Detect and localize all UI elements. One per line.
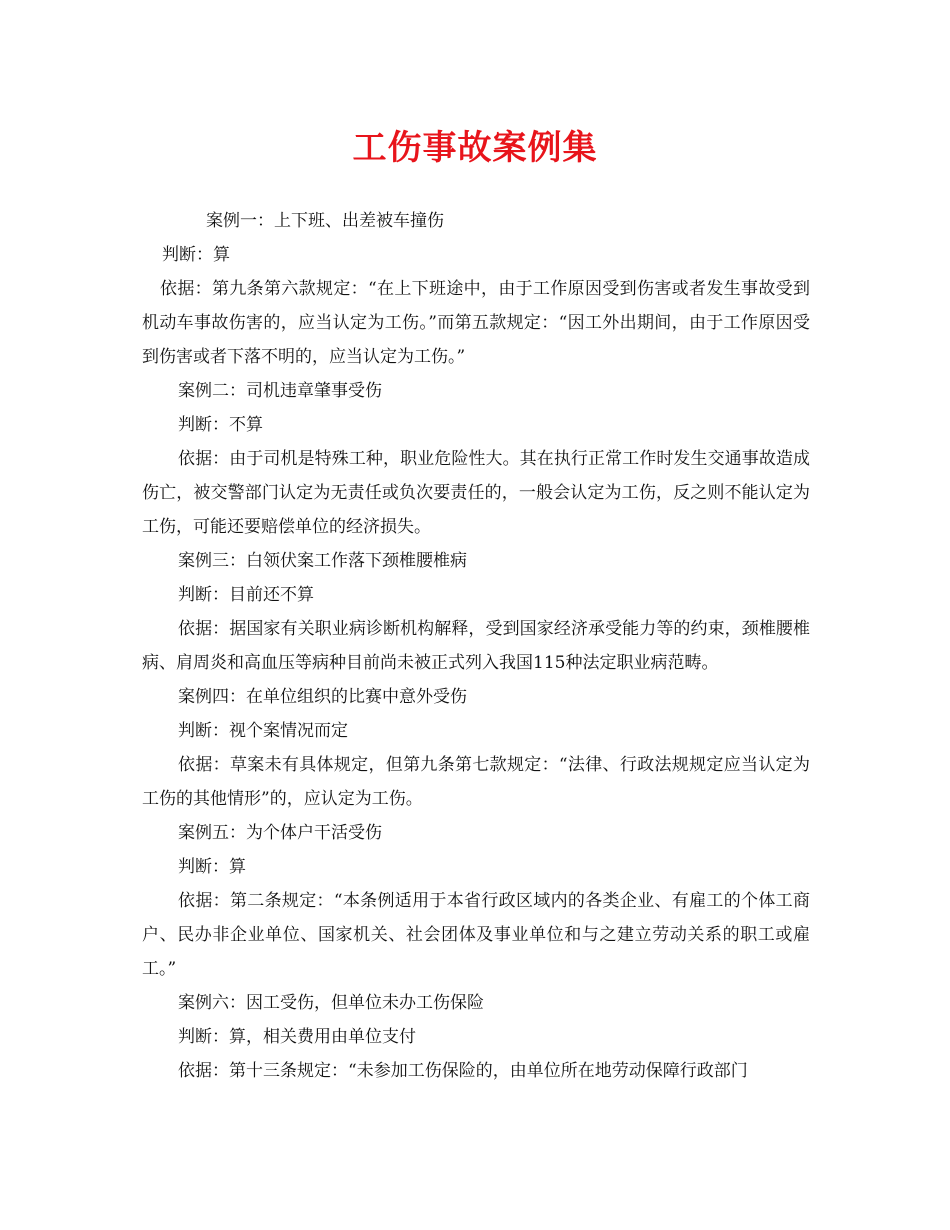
case-4-judgment: 判断：视个案情况而定	[178, 721, 348, 741]
case-3-basis: 依据：据国家有关职业病诊断机构解释，受到国家经济承受能力等的约束，颈椎腰椎病、肩周炎和高血压等病种目前尚未被正式列入我国115种法定职业病范畴。	[142, 619, 810, 673]
case-1-judgment: 判断：算	[162, 245, 230, 265]
case-6-heading: 案例六：因工受伤，但单位未办工伤保险	[178, 993, 484, 1013]
document-body	[142, 204, 810, 1088]
case-6-judgment: 判断：算，相关费用由单位支付	[178, 1027, 416, 1047]
case-2-basis: 依据：由于司机是特殊工种，职业危险性大。其在执行正常工作时发生交通事故造成伤亡，被交警部门认定为无责任或负次要责任的，一般会认定为工伤，反之则不能认定为工伤，可能还要赔偿单位的经济损失。	[142, 449, 810, 537]
case-4-heading: 案例四：在单位组织的比赛中意外受伤	[178, 687, 467, 707]
case-2-heading: 案例二：司机违章肇事受伤	[178, 381, 382, 401]
case-5-heading: 案例五：为个体户干活受伤	[178, 823, 382, 843]
document-title: 工伤事故案例集	[352, 128, 598, 168]
case-5-judgment: 判断：算	[178, 857, 246, 877]
case-3-heading: 案例三：白领伏案工作落下颈椎腰椎病	[178, 551, 467, 571]
case-2-judgment: 判断：不算	[178, 415, 263, 435]
case-3-judgment: 判断：目前还不算	[178, 585, 314, 605]
case-1-heading: 案例一：上下班、出差被车撞伤	[206, 211, 444, 231]
case-6-basis: 依据：第十三条规定：“未参加工伤保险的，由单位所在地劳动保障行政部门	[178, 1061, 748, 1081]
case-1-basis: 依据：第九条第六款规定：“在上下班途中，由于工作原因受到伤害或者发生事故受到机动车事故伤害的，应当认定为工伤。”而第五款规定：“因工外出期间，由于工作原因受到伤害或者下落不明的，应当认定为工伤。”	[142, 279, 810, 367]
case-5-basis: 依据：第二条规定：“本条例适用于本省行政区域内的各类企业、有雇工的个体工商户、民办非企业单位、国家机关、社会团体及事业单位和与之建立劳动关系的职工或雇工。”	[142, 891, 810, 979]
case-4-basis: 依据：草案未有具体规定，但第九条第七款规定：“法律、行政法规规定应当认定为工伤的其他情形”的，应认定为工伤。	[142, 755, 810, 809]
